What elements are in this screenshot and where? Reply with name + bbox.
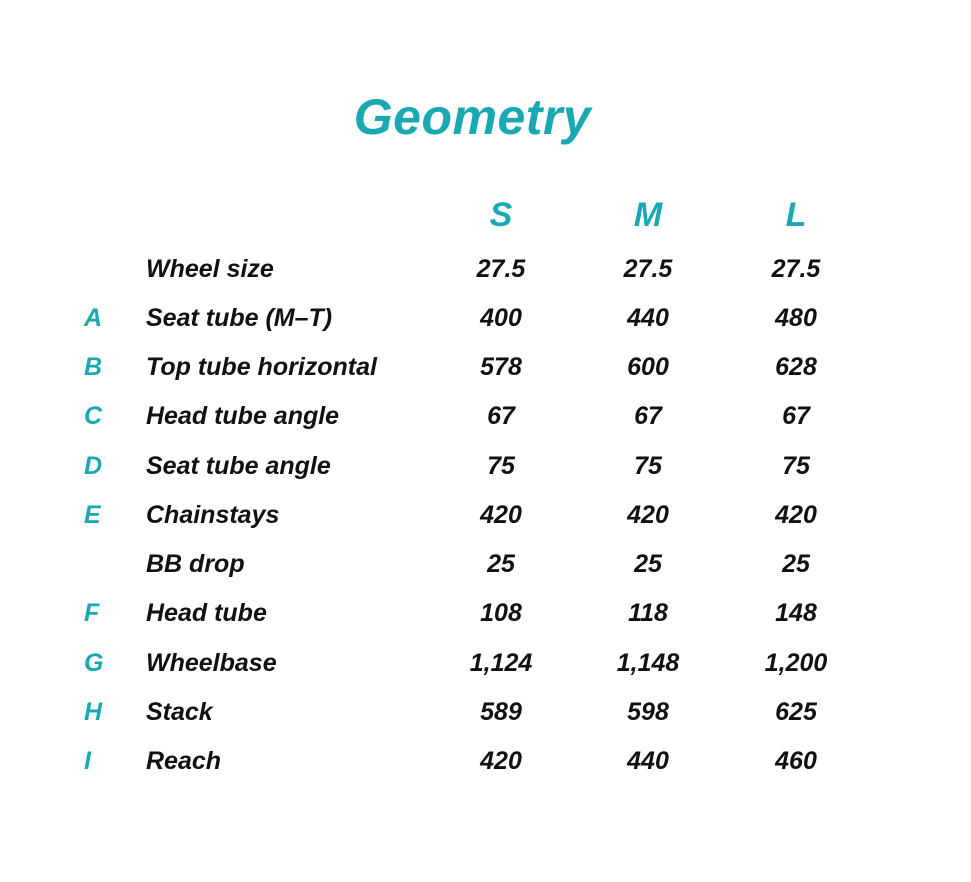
- page-title: Geometry: [353, 89, 592, 145]
- row-label: Wheelbase: [146, 649, 277, 677]
- value-l: 27.5: [771, 255, 821, 283]
- row-label: Head tube angle: [146, 402, 340, 430]
- table-row: [0, 643, 971, 683]
- row-label: Head tube: [146, 599, 267, 627]
- table-row: [0, 692, 971, 732]
- row-label: Stack: [146, 698, 213, 726]
- row-label: Chainstays: [146, 501, 280, 529]
- row-letter: C: [84, 402, 103, 430]
- table-row: [0, 347, 971, 387]
- value-m: 440: [627, 304, 669, 332]
- value-s: 589: [480, 698, 522, 726]
- value-m: 27.5: [623, 255, 673, 283]
- row-label: Seat tube (M–T): [146, 304, 333, 332]
- value-s: 27.5: [476, 255, 526, 283]
- value-m: 118: [628, 599, 668, 627]
- row-label: BB drop: [146, 550, 245, 578]
- table-row: [0, 544, 971, 584]
- value-l: 625: [775, 698, 817, 726]
- value-l: 25: [782, 550, 810, 578]
- row-label: Wheel size: [146, 255, 274, 283]
- value-s: 75: [487, 452, 515, 480]
- value-m: 67: [634, 402, 662, 430]
- value-s: 420: [480, 501, 522, 529]
- value-m: 1,148: [616, 649, 680, 677]
- row-label: Reach: [146, 747, 222, 775]
- value-m: 420: [627, 501, 669, 529]
- table-row: [0, 298, 971, 338]
- row-label: Top tube horizontal: [146, 353, 377, 381]
- value-l: 67: [782, 402, 810, 430]
- value-l: 1,200: [764, 649, 828, 677]
- value-l: 628: [775, 353, 817, 381]
- value-l: 75: [782, 452, 810, 480]
- size-header-l: L: [785, 196, 807, 234]
- value-s: 108: [480, 599, 522, 627]
- value-s: 1,124: [469, 649, 533, 677]
- value-s: 400: [480, 304, 522, 332]
- value-m: 75: [634, 452, 662, 480]
- row-letter: D: [84, 452, 103, 480]
- table-row: [0, 593, 971, 633]
- row-label: Seat tube angle: [146, 452, 331, 480]
- value-l: 420: [775, 501, 817, 529]
- table-row: [0, 446, 971, 486]
- row-letter: E: [84, 501, 101, 529]
- row-letter: F: [84, 599, 100, 627]
- row-letter: I: [84, 747, 91, 775]
- value-s: 578: [480, 353, 522, 381]
- table-row: [0, 741, 971, 781]
- value-l: 480: [775, 304, 817, 332]
- row-letter: H: [84, 698, 103, 726]
- table-row: [0, 495, 971, 535]
- table-row: [0, 249, 971, 289]
- row-letter: G: [84, 649, 104, 677]
- row-letter: B: [84, 353, 103, 381]
- value-m: 600: [627, 353, 669, 381]
- value-m: 25: [634, 550, 662, 578]
- size-header-s: S: [489, 196, 513, 234]
- value-s: 67: [487, 402, 515, 430]
- size-header-m: M: [633, 196, 663, 234]
- value-l: 460: [775, 747, 817, 775]
- value-m: 598: [627, 698, 669, 726]
- value-m: 440: [627, 747, 669, 775]
- table-row: [0, 396, 971, 436]
- value-s: 420: [480, 747, 522, 775]
- value-l: 148: [775, 599, 817, 627]
- value-s: 25: [487, 550, 515, 578]
- row-letter: A: [84, 304, 103, 332]
